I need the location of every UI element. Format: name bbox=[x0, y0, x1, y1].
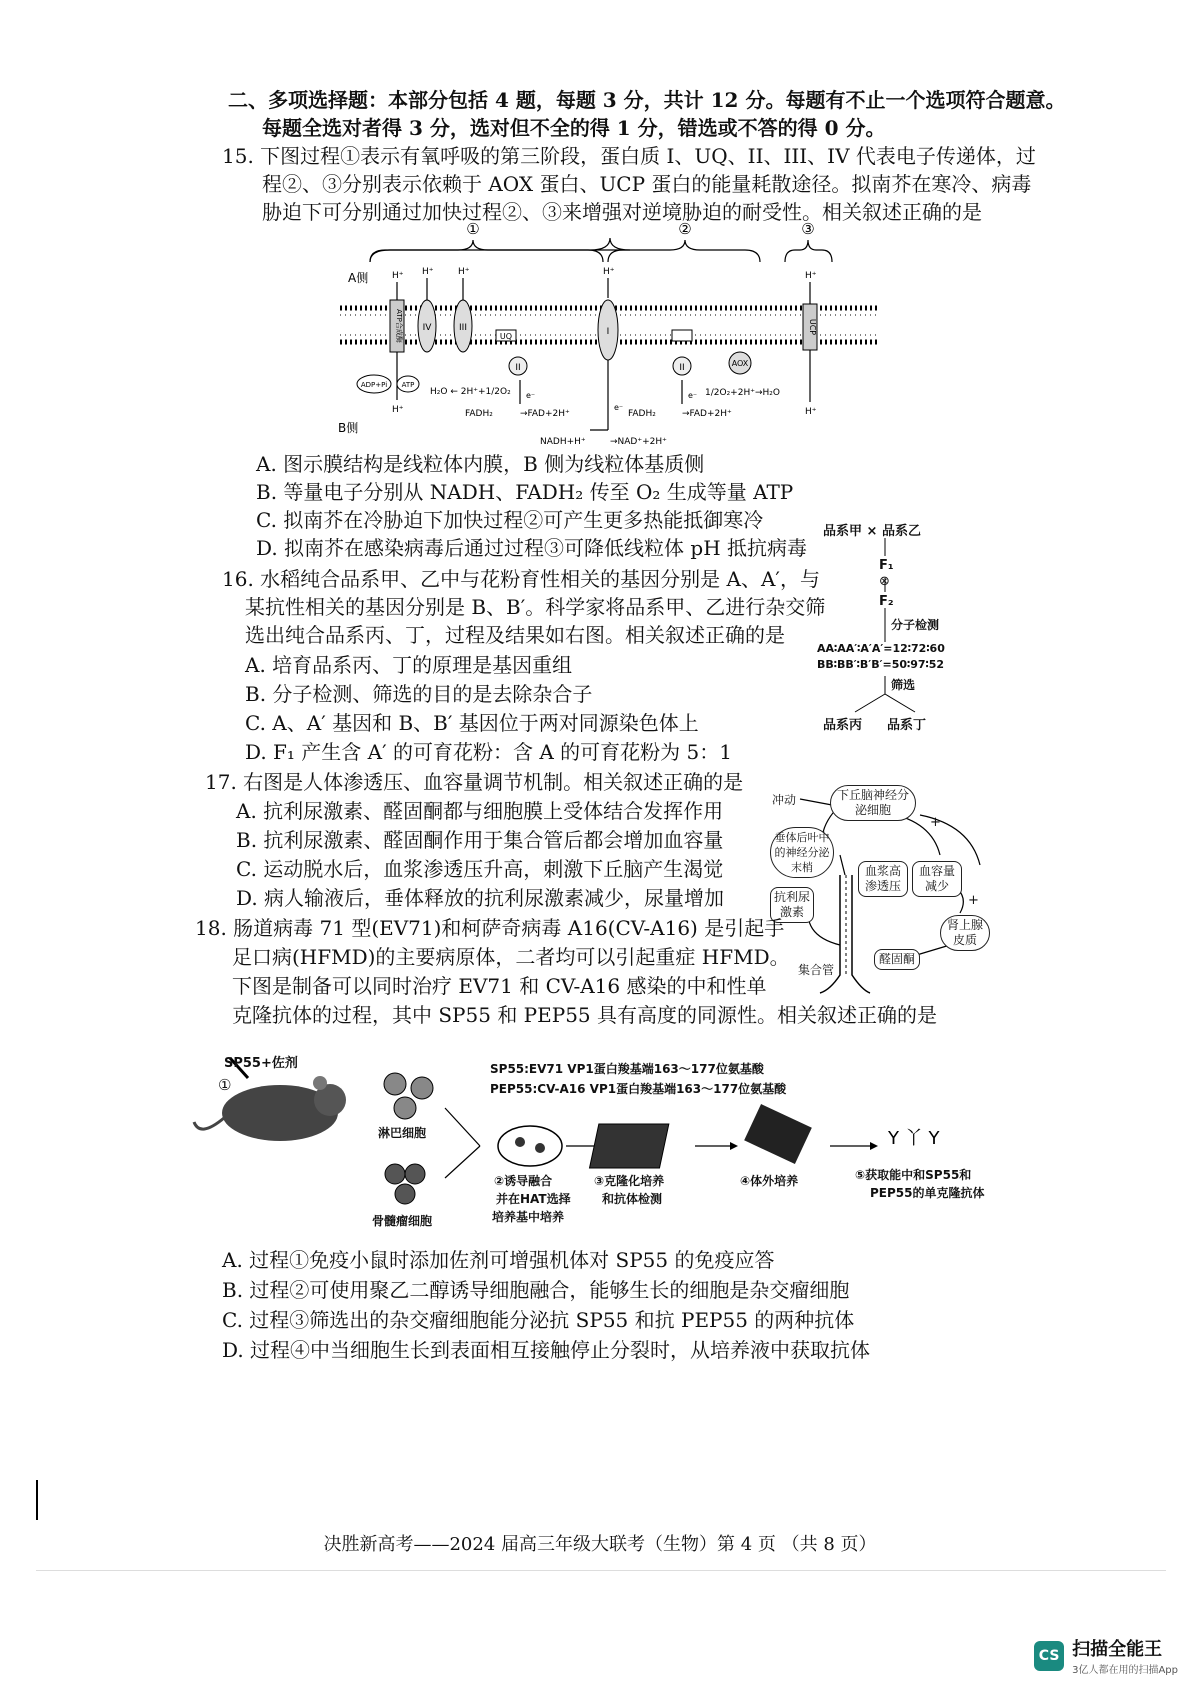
q15-option-d: D. 拟南芥在感染病毒后通过过程③可降低线粒体 pH 抵抗病毒 bbox=[256, 536, 807, 560]
divider bbox=[36, 1570, 1166, 1571]
q18-step1: ① bbox=[218, 1076, 232, 1094]
complex-ii-right-label: II bbox=[679, 363, 685, 373]
q18-stem-line2: 足口病(HFMD)的主要病原体，二者均可以引起重症 HFMD。 bbox=[232, 945, 790, 969]
q18-myeloma: 骨髓瘤细胞 bbox=[372, 1214, 433, 1228]
process-3-label: ③ bbox=[801, 220, 815, 238]
q17-aldosterone: 醛固酮 bbox=[874, 949, 920, 970]
aox-label: AOX bbox=[731, 359, 749, 368]
q16-stem-line2: 某抗性相关的基因分别是 B、B′。科学家将品系甲、乙进行杂交筛 bbox=[245, 595, 826, 619]
side-a-label: A侧 bbox=[348, 271, 369, 285]
q17-impulse: 冲动 bbox=[772, 793, 797, 807]
q15-option-b: B. 等量电子分别从 NADH、FADH₂ 传至 O₂ 生成等量 ATP bbox=[256, 480, 794, 504]
q15-stem-line1: 15. 下图过程①表示有氧呼吸的第三阶段，蛋白质 I、UQ、II、III、IV 代表电子传递体，过 bbox=[222, 144, 1036, 168]
q16-option-c: C. A、A′ 基因和 B、B′ 基因位于两对同源染色体上 bbox=[245, 711, 699, 735]
scanner-logo: CS bbox=[1034, 1641, 1064, 1671]
q18-stem-line1: 18. 肠道病毒 71 型(EV71)和柯萨奇病毒 A16(CV-A16) 是引起手 bbox=[195, 916, 785, 940]
e-label-2: e⁻ bbox=[614, 403, 624, 412]
fad-right: →FAD+2H⁺ bbox=[682, 409, 732, 419]
process-2-label: ② bbox=[678, 220, 692, 238]
q16-ratio-a: AA∶AA′∶A′A′=12∶72∶60 bbox=[817, 642, 945, 655]
q17-hypothalamus: 下丘脑神经分泌细胞 bbox=[830, 785, 916, 821]
q15-option-c: C. 拟南芥在冷胁迫下加快过程②可产生更多热能抵御寒冷 bbox=[256, 508, 764, 532]
q18-stem-line4: 克隆抗体的过程，其中 SP55 和 PEP55 具有高度的同源性。相关叙述正确的是 bbox=[232, 1003, 937, 1027]
nadh-label: NADH+H⁺ bbox=[540, 437, 586, 447]
q15-membrane-diagram bbox=[330, 220, 890, 455]
q18-option-a: A. 过程①免疫小鼠时添加佐剂可增强机体对 SP55 的免疫应答 bbox=[222, 1248, 775, 1272]
q17-duct: 集合管 bbox=[798, 963, 835, 977]
q17-option-b: B. 抗利尿激素、醛固酮作用于集合管后都会增加血容量 bbox=[236, 828, 724, 852]
section-header-line2: 每题全选对者得 3 分，选对但不全的得 1 分，错选或不答的得 0 分。 bbox=[262, 116, 886, 140]
q17-volume: 血容量减少 bbox=[912, 861, 962, 897]
complex-iv-label: IV bbox=[422, 323, 432, 333]
q18-inject: SP55+佐剂 bbox=[224, 1056, 298, 1071]
complex-i-label: I bbox=[606, 327, 610, 337]
q18-step2-line1: ②诱导融合 bbox=[494, 1174, 553, 1188]
page-footer: 决胜新高考——2024 届高三年级大联考（生物）第 4 页 （共 8 页） bbox=[323, 1534, 877, 1555]
uq-label: UQ bbox=[499, 332, 513, 341]
ucp-label: UCP bbox=[808, 318, 817, 336]
scanner-slogan: 3亿人都在用的扫描App bbox=[1072, 1665, 1178, 1676]
q16-selfing: ⊗ bbox=[879, 574, 890, 589]
q16-child2: 品系丁 bbox=[887, 718, 927, 733]
atp-synthase-label: ATP合成酶 bbox=[395, 309, 403, 343]
q18-pep55-note: PEP55:CV-A16 VP1蛋白羧基端163～177位氨基酸 bbox=[490, 1082, 787, 1096]
h-label-5: H⁺ bbox=[805, 271, 817, 281]
q18-option-c: C. 过程③筛选出的杂交瘤细胞能分泌抗 SP55 和抗 PEP55 的两种抗体 bbox=[222, 1308, 855, 1332]
q18-step5-line1: ⑤获取能中和SP55和 bbox=[855, 1168, 972, 1182]
q18-option-b: B. 过程②可使用聚乙二醇诱导细胞融合，能够生长的细胞是杂交瘤细胞 bbox=[222, 1278, 850, 1302]
complex-iii-label: III bbox=[459, 323, 467, 333]
h-label-7: H⁺ bbox=[805, 407, 817, 417]
q15-stem-line3: 胁迫下可分别通过加快过程②、③来增强对逆境胁迫的耐受性。相关叙述正确的是 bbox=[262, 200, 982, 224]
q16-select: 筛选 bbox=[891, 678, 916, 692]
q18-sp55-note: SP55:EV71 VP1蛋白羧基端163～177位氨基酸 bbox=[490, 1062, 764, 1076]
q15-option-a: A. 图示膜结构是线粒体内膜，B 侧为线粒体基质侧 bbox=[256, 452, 705, 476]
scanner-name: 扫描全能王 bbox=[1072, 1639, 1163, 1660]
q16-f2: F₂ bbox=[879, 594, 894, 609]
antibody-icon: Y 丫 Y bbox=[888, 1128, 940, 1149]
q16-breeding-diagram bbox=[815, 516, 985, 736]
fadh-left: FADH₂ bbox=[465, 409, 493, 419]
q17-plus-1: + bbox=[930, 815, 941, 830]
h-label-3: H⁺ bbox=[458, 267, 470, 277]
q15-stem-line2: 程②、③分别表示依赖于 AOX 蛋白、UCP 蛋白的能量耗散途径。拟南芥在寒冷、病毒 bbox=[262, 172, 1032, 196]
h-label-1: H⁺ bbox=[392, 271, 404, 281]
section-header-line1: 二、多项选择题：本部分包括 4 题，每题 3 分，共计 12 分。每题有不止一个选项符合题意。 bbox=[228, 88, 1066, 112]
scanner-watermark bbox=[1034, 1635, 1178, 1676]
margin-mark bbox=[36, 1480, 38, 1520]
q16-detect: 分子检测 bbox=[891, 618, 940, 632]
process-1-label: ① bbox=[466, 220, 480, 238]
q16-option-b: B. 分子检测、筛选的目的是去除杂合子 bbox=[245, 682, 593, 706]
q16-stem-line3: 选出纯合品系丙、丁，过程及结果如右图。相关叙述正确的是 bbox=[245, 623, 785, 647]
q16-option-a: A. 培育品系丙、丁的原理是基因重组 bbox=[245, 653, 573, 677]
q17-regulation-diagram bbox=[770, 775, 1000, 995]
water-right: 1/2O₂+2H⁺→H₂O bbox=[705, 388, 780, 398]
water-left: H₂O ← 2H⁺+1/2O₂ bbox=[430, 387, 511, 397]
q17-option-c: C. 运动脱水后，血浆渗透压升高，刺激下丘脑产生渴觉 bbox=[236, 857, 724, 881]
fad-left: →FAD+2H⁺ bbox=[520, 409, 570, 419]
q16-parents: 品系甲 × 品系乙 bbox=[823, 524, 921, 539]
q17-option-d: D. 病人输液后，垂体释放的抗利尿激素减少，尿量增加 bbox=[236, 886, 725, 910]
fadh-right: FADH₂ bbox=[628, 409, 656, 419]
q16-child1: 品系丙 bbox=[823, 718, 863, 733]
h-label-6: H⁺ bbox=[392, 405, 404, 415]
q16-option-d: D. F₁ 产生含 A′ 的可育花粉：含 A 的可育花粉为 5：1 bbox=[245, 740, 732, 764]
atp-label: ATP bbox=[401, 381, 415, 389]
q18-stem-line3: 下图是制备可以同时治疗 EV71 和 CV-A16 感染的中和性单 bbox=[232, 974, 767, 998]
q18-step3-line2: 和抗体检测 bbox=[602, 1192, 663, 1206]
q18-step3-line1: ③克隆化培养 bbox=[594, 1174, 665, 1188]
q18-lymph: 淋巴细胞 bbox=[378, 1126, 427, 1140]
q18-step5-line2: PEP55的单克隆抗体 bbox=[870, 1186, 985, 1200]
q17-osmotic: 血浆高渗透压 bbox=[858, 861, 908, 897]
complex-ii-left-label: II bbox=[515, 363, 521, 373]
q17-adrenal: 肾上腺皮质 bbox=[940, 915, 990, 951]
adp-label: ADP+Pi bbox=[360, 381, 388, 389]
q16-ratio-b: BB∶BB′∶B′B′=50∶97∶52 bbox=[817, 658, 945, 671]
h-label-2: H⁺ bbox=[422, 267, 434, 277]
q18-option-d: D. 过程④中当细胞生长到表面相互接触停止分裂时，从培养液中获取抗体 bbox=[222, 1338, 871, 1362]
e-label-3: e⁻ bbox=[688, 391, 698, 400]
q17-option-a: A. 抗利尿激素、醛固酮都与细胞膜上受体结合发挥作用 bbox=[236, 799, 724, 823]
e-label-1: e⁻ bbox=[526, 391, 536, 400]
q18-step2-line3: 培养基中培养 bbox=[492, 1210, 565, 1224]
q17-plus-2: + bbox=[968, 893, 979, 908]
q18-antibody-diagram bbox=[190, 1048, 1000, 1228]
q17-adh: 抗利尿激素 bbox=[770, 887, 814, 923]
q18-step2-line2: 并在HAT选择 bbox=[496, 1192, 571, 1206]
side-b-label: B侧 bbox=[338, 421, 359, 435]
q18-step4: ④体外培养 bbox=[740, 1174, 799, 1188]
nad-label: →NAD⁺+2H⁺ bbox=[610, 437, 667, 447]
q17-stem: 17. 右图是人体渗透压、血容量调节机制。相关叙述正确的是 bbox=[205, 770, 744, 794]
q17-pituitary: 垂体后叶中的神经分泌末梢 bbox=[770, 827, 834, 878]
h-label-4: H⁺ bbox=[603, 267, 615, 277]
q16-f1: F₁ bbox=[879, 558, 894, 573]
q16-stem-line1: 16. 水稻纯合品系甲、乙中与花粉育性相关的基因分别是 A、A′，与 bbox=[222, 567, 820, 591]
